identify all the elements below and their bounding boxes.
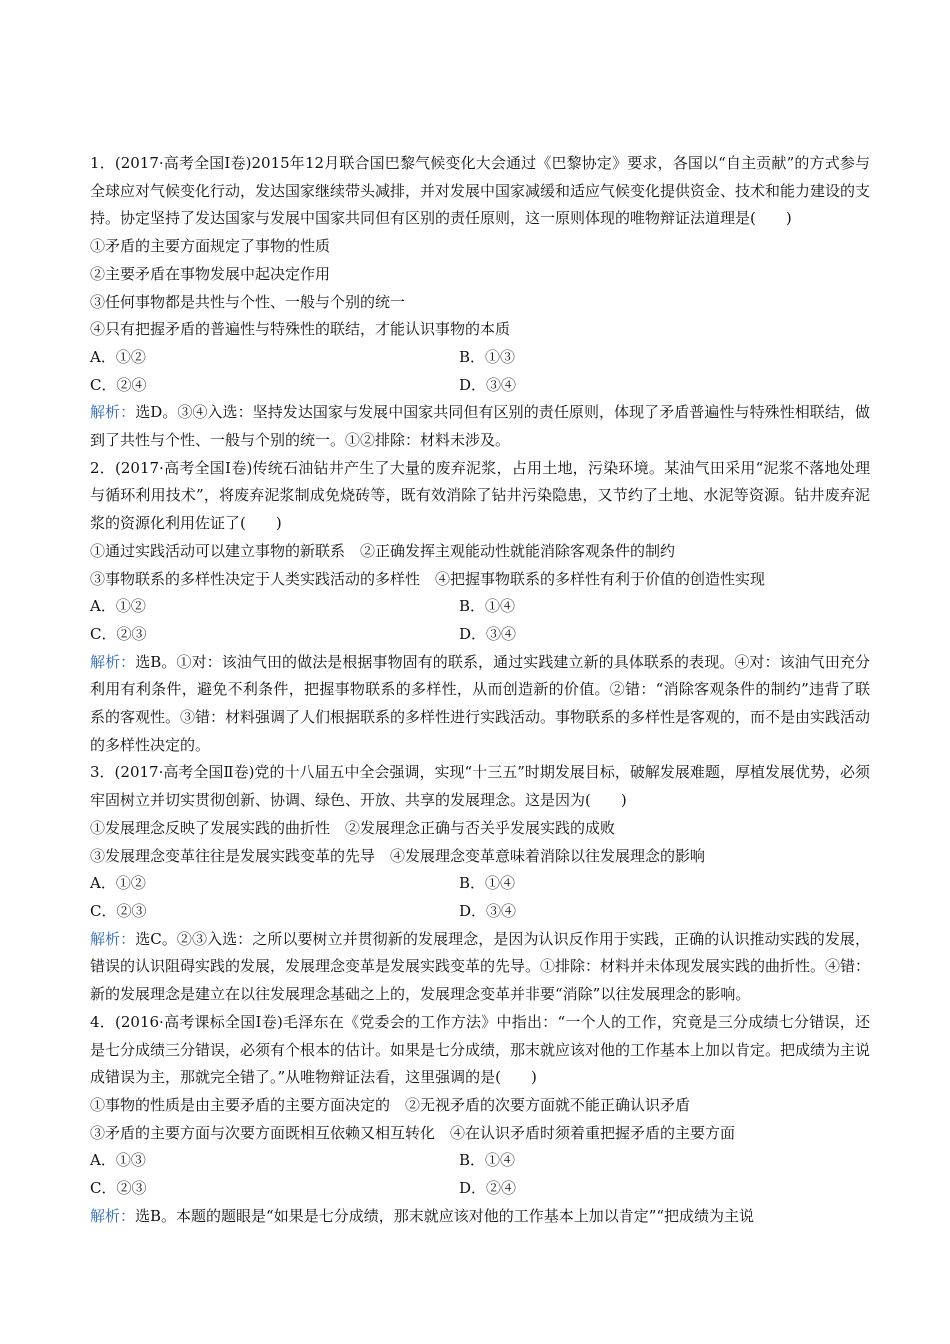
options-row (90, 621, 870, 649)
question-stem: 4．(2016·高考课标全国Ⅰ卷)毛泽东在《党委会的工作方法》中指出：“一个人的工作，究竟是三分成绩七分错误，还是七分成绩三分错误，必须有个根本的估计。如果是七分成绩，那末就应该对他的工作基本上加以肯定。把成绩为主说成错误为主，那就完全错了。”从唯物辩证法看，这里强调的是( ) (90, 1012, 871, 1087)
analysis-label: 解析： (90, 1206, 136, 1225)
analysis-text: 选C。②③入选：之所以要树立并贯彻新的发展理念，是因为认识反作用于实践，正确的认识推动实践的发展，错误的认识阻碍实践的发展，发展理念变革是发展实践变革的先导。①排除：材料并未体现发展实践的曲折性。④错：新的发展理念是建立在以往发展理念基础之上的，发展理念变革并非要“消除”以往发展理念的影响。 (90, 929, 871, 1004)
question-3 (90, 759, 870, 1008)
option-d: D．③④ (459, 624, 517, 643)
option-b: B．①④ (459, 1151, 516, 1170)
option-c: C．②④ (90, 375, 147, 394)
option-b: B．①④ (459, 874, 516, 893)
statement: ③矛盾的主要方面与次要方面既相互依赖又相互转化 ④在认识矛盾时须着重把握矛盾的主要方面 (90, 1123, 736, 1142)
option-a: A．①② (90, 874, 146, 893)
option-d: D．③④ (459, 375, 517, 394)
options-row (90, 870, 870, 898)
question-1 (90, 150, 870, 455)
options-row (90, 898, 870, 926)
analysis-text: 选D。③④入选：坚持发达国家与发展中国家共同但有区别的责任原则，体现了矛盾普遍性与特殊性相联结，做到了共性与个性、一般与个别的统一。①②排除：材料未涉及。 (90, 403, 870, 450)
option-a: A．①② (90, 347, 146, 366)
option-b: B．①③ (459, 347, 516, 366)
options-row (90, 1175, 870, 1203)
document-page (90, 150, 870, 1230)
options-row (90, 372, 870, 400)
option-c: C．②③ (90, 1179, 147, 1198)
question-stem: 1．(2017·高考全国Ⅰ卷)2015年12月联合国巴黎气候变化大会通过《巴黎协定》要求，各国以“自主贡献”的方式参与全球应对气候变化行动，发达国家继续带头减排，并对发展中国家减缓和适应气候变化提供资金、技术和能力建设的支持。协定坚持了发达国家与发展中国家共同但有区别的责任原则，这一原则体现的唯物辩证法道理是( ) (90, 154, 871, 228)
question-stem: 2．(2017·高考全国Ⅰ卷)传统石油钻井产生了大量的废弃泥浆，占用土地，污染环境。某油气田采用“泥浆不落地处理与循环利用技术”，将废弃泥浆制成免烧砖等，既有效消除了钻井污染隐患，又节约了土地、水泥等资源。钻井废弃泥浆的资源化利用佐证了( ) (90, 458, 870, 533)
statement: ②主要矛盾在事物发展中起决定作用 (90, 264, 331, 283)
statement: ①矛盾的主要方面规定了事物的性质 (90, 237, 331, 256)
option-d: D．②④ (459, 1179, 517, 1198)
analysis-text: 选B。本题的题眼是“如果是七分成绩，那末就应该对他的工作基本上加以肯定”“把成绩为主说 (135, 1206, 755, 1225)
analysis (90, 399, 870, 454)
analysis (90, 926, 870, 1009)
option-a: A．①③ (90, 1151, 146, 1170)
option-d: D．③④ (459, 901, 517, 920)
statement: ①通过实践活动可以建立事物的新联系 ②正确发挥主观能动性就能消除客观条件的制约 (90, 541, 676, 560)
question-4 (90, 1009, 870, 1231)
statement: ①发展理念反映了发展实践的曲折性 ②发展理念正确与否关乎发展实践的成败 (90, 818, 616, 837)
option-b: B．①④ (459, 597, 516, 616)
analysis-label: 解析： (90, 403, 136, 422)
question-stem: 3．(2017·高考全国Ⅱ卷)党的十八届五中全会强调，实现“十三五”时期发展目标，破解发展难题，厚植发展优势，必须牢固树立并切实贯彻创新、协调、绿色、开放、共享的发展理念。这是因为( ) (90, 763, 870, 810)
analysis-label: 解析： (90, 652, 136, 671)
statement: ③事物联系的多样性决定于人类实践活动的多样性 ④把握事物联系的多样性有利于价值的创造性实现 (90, 569, 766, 588)
statement: ④只有把握矛盾的普遍性与特殊性的联结，才能认识事物的本质 (90, 320, 511, 339)
option-c: C．②③ (90, 901, 147, 920)
analysis (90, 649, 870, 760)
options-row (90, 344, 870, 372)
option-c: C．②③ (90, 624, 147, 643)
statement: ③任何事物都是共性与个性、一般与个别的统一 (90, 292, 406, 311)
options-row (90, 1147, 870, 1175)
statement: ①事物的性质是由主要矛盾的主要方面决定的 ②无视矛盾的次要方面就不能正确认识矛盾 (90, 1095, 691, 1114)
analysis (90, 1203, 870, 1231)
analysis-label: 解析： (90, 929, 136, 948)
options-row (90, 593, 870, 621)
analysis-text: 选B。①对：该油气田的做法是根据事物固有的联系，通过实践建立新的具体联系的表现。④对：该油气田充分利用有利条件，避免不利条件，把握事物联系的多样性，从而创造新的价值。②错：“消除客观条件的制约”违背了联系的客观性。③错：材料强调了人们根据联系的多样性进行实践活动。事物联系的多样性是客观的，而不是由实践活动的多样性决定的。 (90, 652, 871, 754)
question-2 (90, 455, 870, 760)
statement: ③发展理念变革往往是发展实践变革的先导 ④发展理念变革意味着消除以往发展理念的影响 (90, 846, 706, 865)
option-a: A．①② (90, 597, 146, 616)
